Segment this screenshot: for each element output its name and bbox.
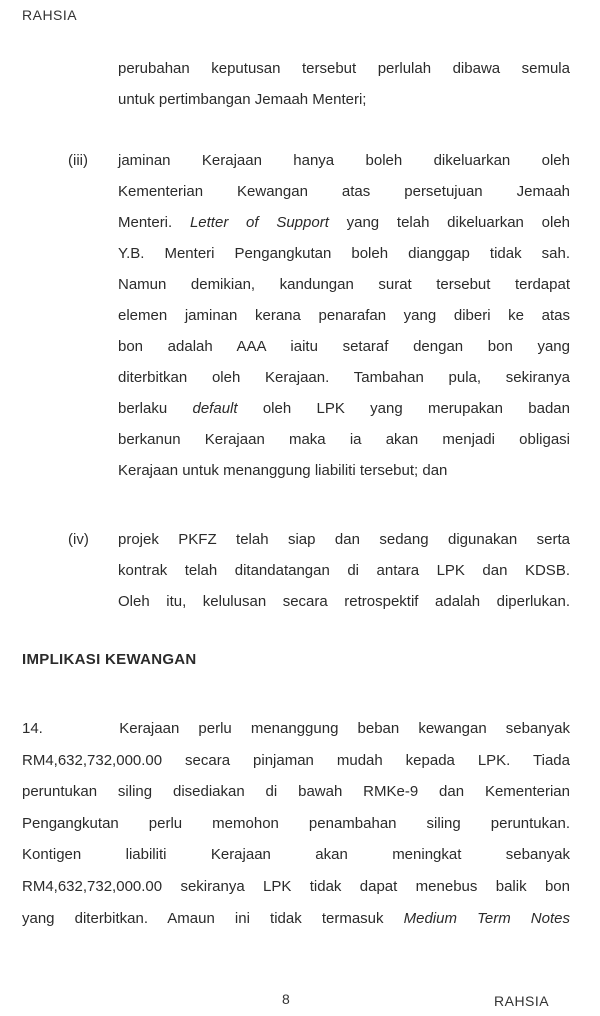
text-run: Kerajaan perlu menanggung beban kewangan sebanyak [119,720,571,737]
text-run: yang diterbitkan. Amaun ini tidak termasuk [22,909,384,927]
text-line: Kementerian Kewangan atas persetujuan Jemaah [118,183,570,200]
text-run: oleh LPK yang merupakan badan [262,400,570,417]
text-line: Pengangkutan perlu memohon penambahan siling peruntukan. [22,814,570,832]
text-run: Menteri. [118,214,173,231]
italic-term: Letter of Support [189,214,329,231]
text-line: projek PKFZ telah siap dan sedang digunakan serta [118,531,570,548]
text-line [22,903,570,935]
italic-term: Medium Term Notes [403,909,570,927]
text-line [118,207,570,238]
text-run: yang telah dikeluarkan oleh [346,214,571,231]
text-line: Oleh itu, kelulusan secara retrospektif adalah diperlukan. [118,593,570,610]
text-line: berkanun Kerajaan maka ia akan menjadi obligasi [118,431,570,448]
footer-classification: RAHSIA [494,993,550,1009]
text-line: Namun demikian, kandungan surat tersebut terdapat [118,276,570,293]
item-iv-body [118,524,570,617]
text-line: bon adalah AAA iaitu setaraf dengan bon yang [118,338,570,355]
text-line: elemen jaminan kerana penarafan yang diberi ke atas [118,307,570,324]
item-number-iv: (iv) [68,531,89,548]
paragraph-14 [22,713,570,934]
text-line: Kontigen liabiliti Kerajaan akan meningkat sebanyak [22,846,570,864]
text-line: jaminan Kerajaan hanya boleh dikeluarkan oleh [118,152,570,169]
text-line: untuk pertimbangan Jemaah Menteri; [118,91,367,108]
italic-term: default [192,400,238,417]
text-line: diterbitkan oleh Kerajaan. Tambahan pula, sekiranya [118,369,570,386]
text-line: kontrak telah ditandatangan di antara LPK dan KDSB. [118,562,570,579]
paragraph-number: 14. [22,720,43,737]
text-line [22,713,570,745]
section-heading: IMPLIKASI KEWANGAN [22,651,197,668]
text-line: RM4,632,732,000.00 secara pinjaman mudah kepada LPK. Tiada [22,751,570,769]
text-run: berlaku [118,400,168,417]
page-number: 8 [282,991,290,1007]
text-line: perubahan keputusan tersebut perlulah dibawa semula [118,60,570,77]
text-line: peruntukan siling disediakan di bawah RMKe-9 dan Kementerian [22,783,570,801]
text-line: Kerajaan untuk menanggung liabiliti tersebut; dan [118,462,448,479]
continuation-paragraph [118,53,570,115]
text-line: RM4,632,732,000.00 sekiranya LPK tidak dapat menebus balik bon [22,877,570,895]
item-iii-body [118,145,570,486]
item-number-iii: (iii) [68,152,88,169]
text-line: Y.B. Menteri Pengangkutan boleh dianggap tidak sah. [118,245,570,262]
text-line [118,393,570,424]
header-classification: RAHSIA [22,7,78,23]
